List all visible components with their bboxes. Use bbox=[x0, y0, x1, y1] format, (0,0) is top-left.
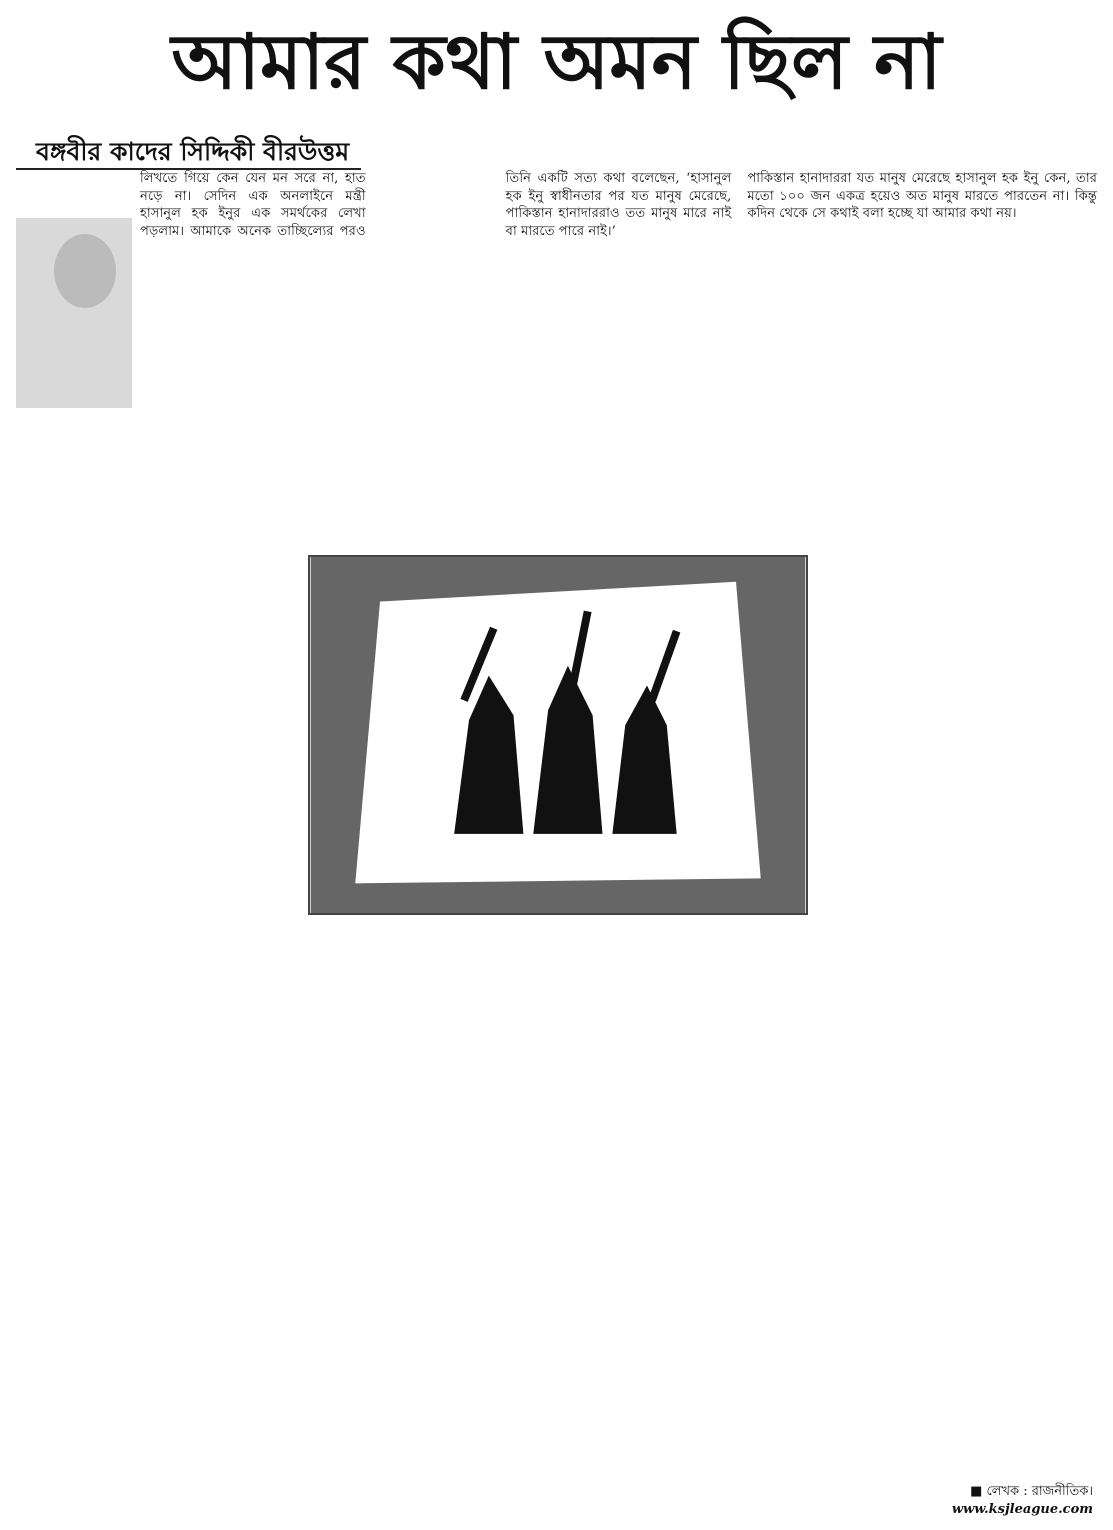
author-note: ■ লেখক : রাজনীতিক। bbox=[970, 1484, 1093, 1499]
article-paragraph-2: পাকিস্তান হানাদাররা যত মানুষ মেরেছে হাসানুল হক ইনু কেন, তার মতো ১০০ জন একত্র হয়েও অত মানুষ মারতে পারতেন না। কিন্তু কদিন থেকে সে কথাই বলা হচ্ছে যা আমার কথা নয়। bbox=[747, 171, 1097, 222]
byline: বঙ্গবীর কাদের সিদ্দিকী বীরউত্তম bbox=[16, 136, 361, 171]
page-footer bbox=[16, 1482, 1097, 1522]
freedom-fighters-illustration bbox=[310, 557, 806, 913]
page-title: আমার কথা অমন ছিল না bbox=[171, 17, 942, 106]
article-paragraph-1: লিখতে গিয়ে কেন যেন মন সরে না, হাত নড়ে না। সেদিন এক অনলাইনে মন্ত্রী হাসানুল হক ইনুর এক সমর্থকের লেখা পড়লাম। আমাকে অনেক তাচ্ছিল্যের পরও তিনি একটি সত্য কথা বলেছেন, ‘হাসানুল হক ইনু স্বাধীনতার পর যত মানুষ মেরেছে, পাকিস্তান হানাদাররাও তত মানুষ মারে নাই বা মারতে পারে নাই।’ bbox=[140, 171, 732, 240]
site-url: www.ksjleague.com bbox=[951, 1502, 1093, 1517]
illustration bbox=[308, 555, 808, 915]
